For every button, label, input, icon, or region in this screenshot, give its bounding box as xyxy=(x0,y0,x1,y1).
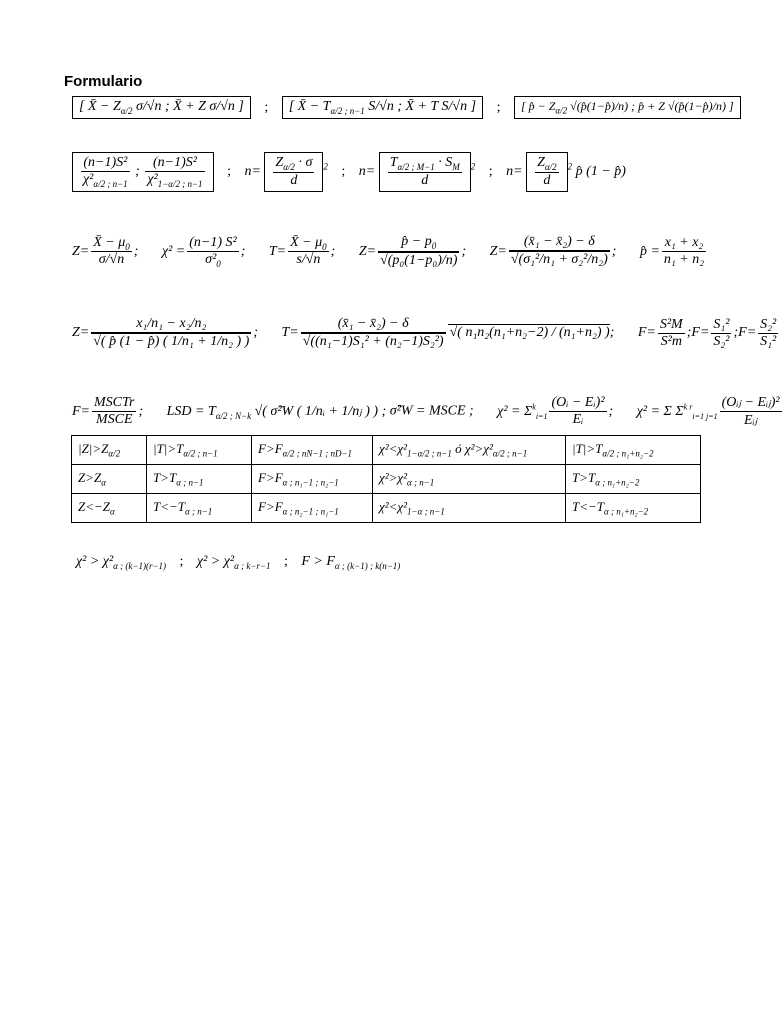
f-ratios: F= $\frac{\text{S²M}}{\text{S²m}}$ ;F= $\frac{\text{S₁²}}{\text{S₂²}}$ ;F= $\frac{\text{S₂²}}{\text{S₁²}}$ xyxy=(637,316,777,349)
table-row: $Z>Z_\alpha$ $T>T_{\alpha ; n-1}$ $F>F_{\alpha ; n_1-1 ; n_2-1}$ $\chi^2>\chi^2_{\alpha ; n-1}$ $T>T_{\alpha ; n_1+n_2-2}$ xyxy=(72,465,701,494)
sigma-w: σ̂²W = MSCE ; xyxy=(389,403,474,419)
z-proportion-statistic: Z= $\frac{p̂ - p_0}{\text{√(p₀(1−p₀)/n)}}$ ; xyxy=(358,234,467,268)
sample-size-z: n= $\frac{Z_{\alpha/2} \cdot \sigma}{d}$ $^2$ xyxy=(244,164,331,179)
pooled-proportion: p̂ = $\frac{\text{x₁ + x₂}}{\text{n₁ + n₂}}$ xyxy=(639,234,705,267)
anova-row xyxy=(72,394,784,429)
table-row: $|Z|>Z_{\alpha/2}$ $|T|>T_{\alpha/2 ; n-1}$ $F>F_{\alpha/2 ; nN-1 ; nD-1}$ $\chi^2<\chi^2_{1-\alpha/2 ; n-1}$ ó $\chi^2>\chi^2_{\alpha/2 ; n-1}$ $|T|>T_{\alpha/2 ; n_1+n_2-2}$ xyxy=(72,436,701,465)
mean-z-interval: [ X̄ − $Z_{\alpha/2}$ σ/√n ; X̄ + Z σ/√n ] xyxy=(72,96,251,119)
page-title: Formulario xyxy=(64,73,143,90)
chi-goodness-of-fit: $\chi^2 = \Sigma^k_{i=1}$ $\frac{\text{(Oᵢ − Eᵢ)²}}{\text{Eᵢ}}$ ; xyxy=(497,395,614,427)
sample-size-proportion: n= $\frac{Z_{\alpha/2}}{d}$ $^2$ p̂ (1 − p̂) xyxy=(506,164,626,179)
z-statistic: Z= $\frac{X̄ - \mu_0}{\sigma/√n}$ ; xyxy=(72,234,139,268)
test-statistics-row xyxy=(72,234,708,269)
variance-interval: $\frac{\text{(n−1)S²}}{\chi^2_{\alpha/2 ; n-1}}$ ; $\frac{\text{(n−1)S²}}{\chi^2_{1-\alpha/2 ; n-1}}$ xyxy=(72,152,214,192)
t-two-means: T= $\frac{\text{(x̄₁ − x̄₂) − δ}}{\text{√((n₁−1)S₁² + (n₂−1)S₂²)}}$ √( n₁n₂(n₁+n₂−2) / (n₁+n₂) ); xyxy=(281,316,615,349)
variance-sample-size-row: $\frac{\text{(n−1)S²}}{\chi^2_{\alpha/2 ; n-1}}$ ; $\frac{\text{(n−1)S²}}{\chi^2_{1-\alpha/2 ; n-1}}$ ; n= $\frac{Z_{\alpha/2} \cdot \sigma}{d}$ $^2$ ; n= $\frac{T_{\alpha/2 ; M-1} \cdot S_M}{d}$ $^2$ ; n= $\frac{Z_{\alpha/2}}{d}$ $^2$ p̂ (1 − p̂) xyxy=(72,152,626,192)
z-two-proportions: Z= $\frac{\text{x₁/n₁ − x₂/n₂}}{\text{√( p̂ (1 − p̂) ( 1/n₁ + 1/n₂ ) )}}$ ; xyxy=(72,316,258,349)
f-criterion: $F > F_{\alpha ; (k-1) ; k(n-1)}$ xyxy=(301,554,401,571)
f-anova: F= $\frac{\text{MSCTr}}{\text{MSCE}}$ ; xyxy=(72,395,144,427)
sample-size-t: n= $\frac{T_{\alpha/2 ; M-1} \cdot S_M}{d}$ $^2$ xyxy=(359,164,479,179)
chi-statistic: χ² = $\frac{\text{(n−1) S²}}{\sigma^2_0}$ ; xyxy=(161,234,246,269)
confidence-interval-row: [ X̄ − $Z_{\alpha/2}$ σ/√n ; X̄ + Z σ/√n ] ; [ X̄ − $T_{\alpha/2 ; n-1}$ S/√n ; X̄ + T S/√n ] ; [ p̂ − $Z_{\alpha/2}$ √(p̂(1−p̂)/n) ; p̂ + Z √(p̂(1−p̂)/n) ] xyxy=(72,96,741,119)
proportion-interval: [ p̂ − $Z_{\alpha/2}$ √(p̂(1−p̂)/n) ; p̂ + Z √(p̂(1−p̂)/n) ] xyxy=(514,96,741,118)
mean-t-interval: [ X̄ − $T_{\alpha/2 ; n-1}$ S/√n ; X̄ + T S/√n ] xyxy=(282,96,483,119)
t-statistic: T= $\frac{X̄ - \mu_0}{s/√n}$ ; xyxy=(268,234,336,268)
table-row: $Z<-Z_\alpha$ $T<-T_{\alpha ; n-1}$ $F>F_{\alpha ; n_2-1 ; n_1-1}$ $\chi^2<\chi^2_{1-\alpha ; n-1}$ $T<-T_{\alpha ; n_1+n_2-2}$ xyxy=(72,494,701,523)
chi-contingency: χ² = Σ $\Sigma^{k r}_{i=1 j=1}$ $\frac{\text{(Oᵢⱼ − Eᵢⱼ)²}}{\text{Eᵢⱼ}}$ xyxy=(636,395,780,428)
chi-independence-criterion: $\chi^2 > \chi^2_{\alpha ; (k-1)(r-1)}$ xyxy=(76,554,167,571)
decision-table xyxy=(71,435,701,523)
z-two-means-statistic: Z= $\frac{\text{(x̄₁ − x̄₂) − δ}}{\text{√(σ₁²/n₁ + σ₂²/n₂)}}$ ; xyxy=(489,234,617,268)
footer-criteria: $\chi^2 > \chi^2_{\alpha ; (k-1)(r-1)}$ ; $\chi^2 > \chi^2_{\alpha ; k-r-1}$ ; $F > F_{\alpha ; (k-1) ; k(n-1)}$ xyxy=(76,554,401,571)
two-sample-row xyxy=(72,316,780,350)
lsd-formula: LSD = $T_{\alpha/2 ; N-k}$ √( σ̂²W ( 1/nᵢ + 1/nⱼ ) ) ; xyxy=(166,403,387,421)
chi-fit-criterion: $\chi^2 > \chi^2_{\alpha ; k-r-1}$ xyxy=(196,554,271,571)
